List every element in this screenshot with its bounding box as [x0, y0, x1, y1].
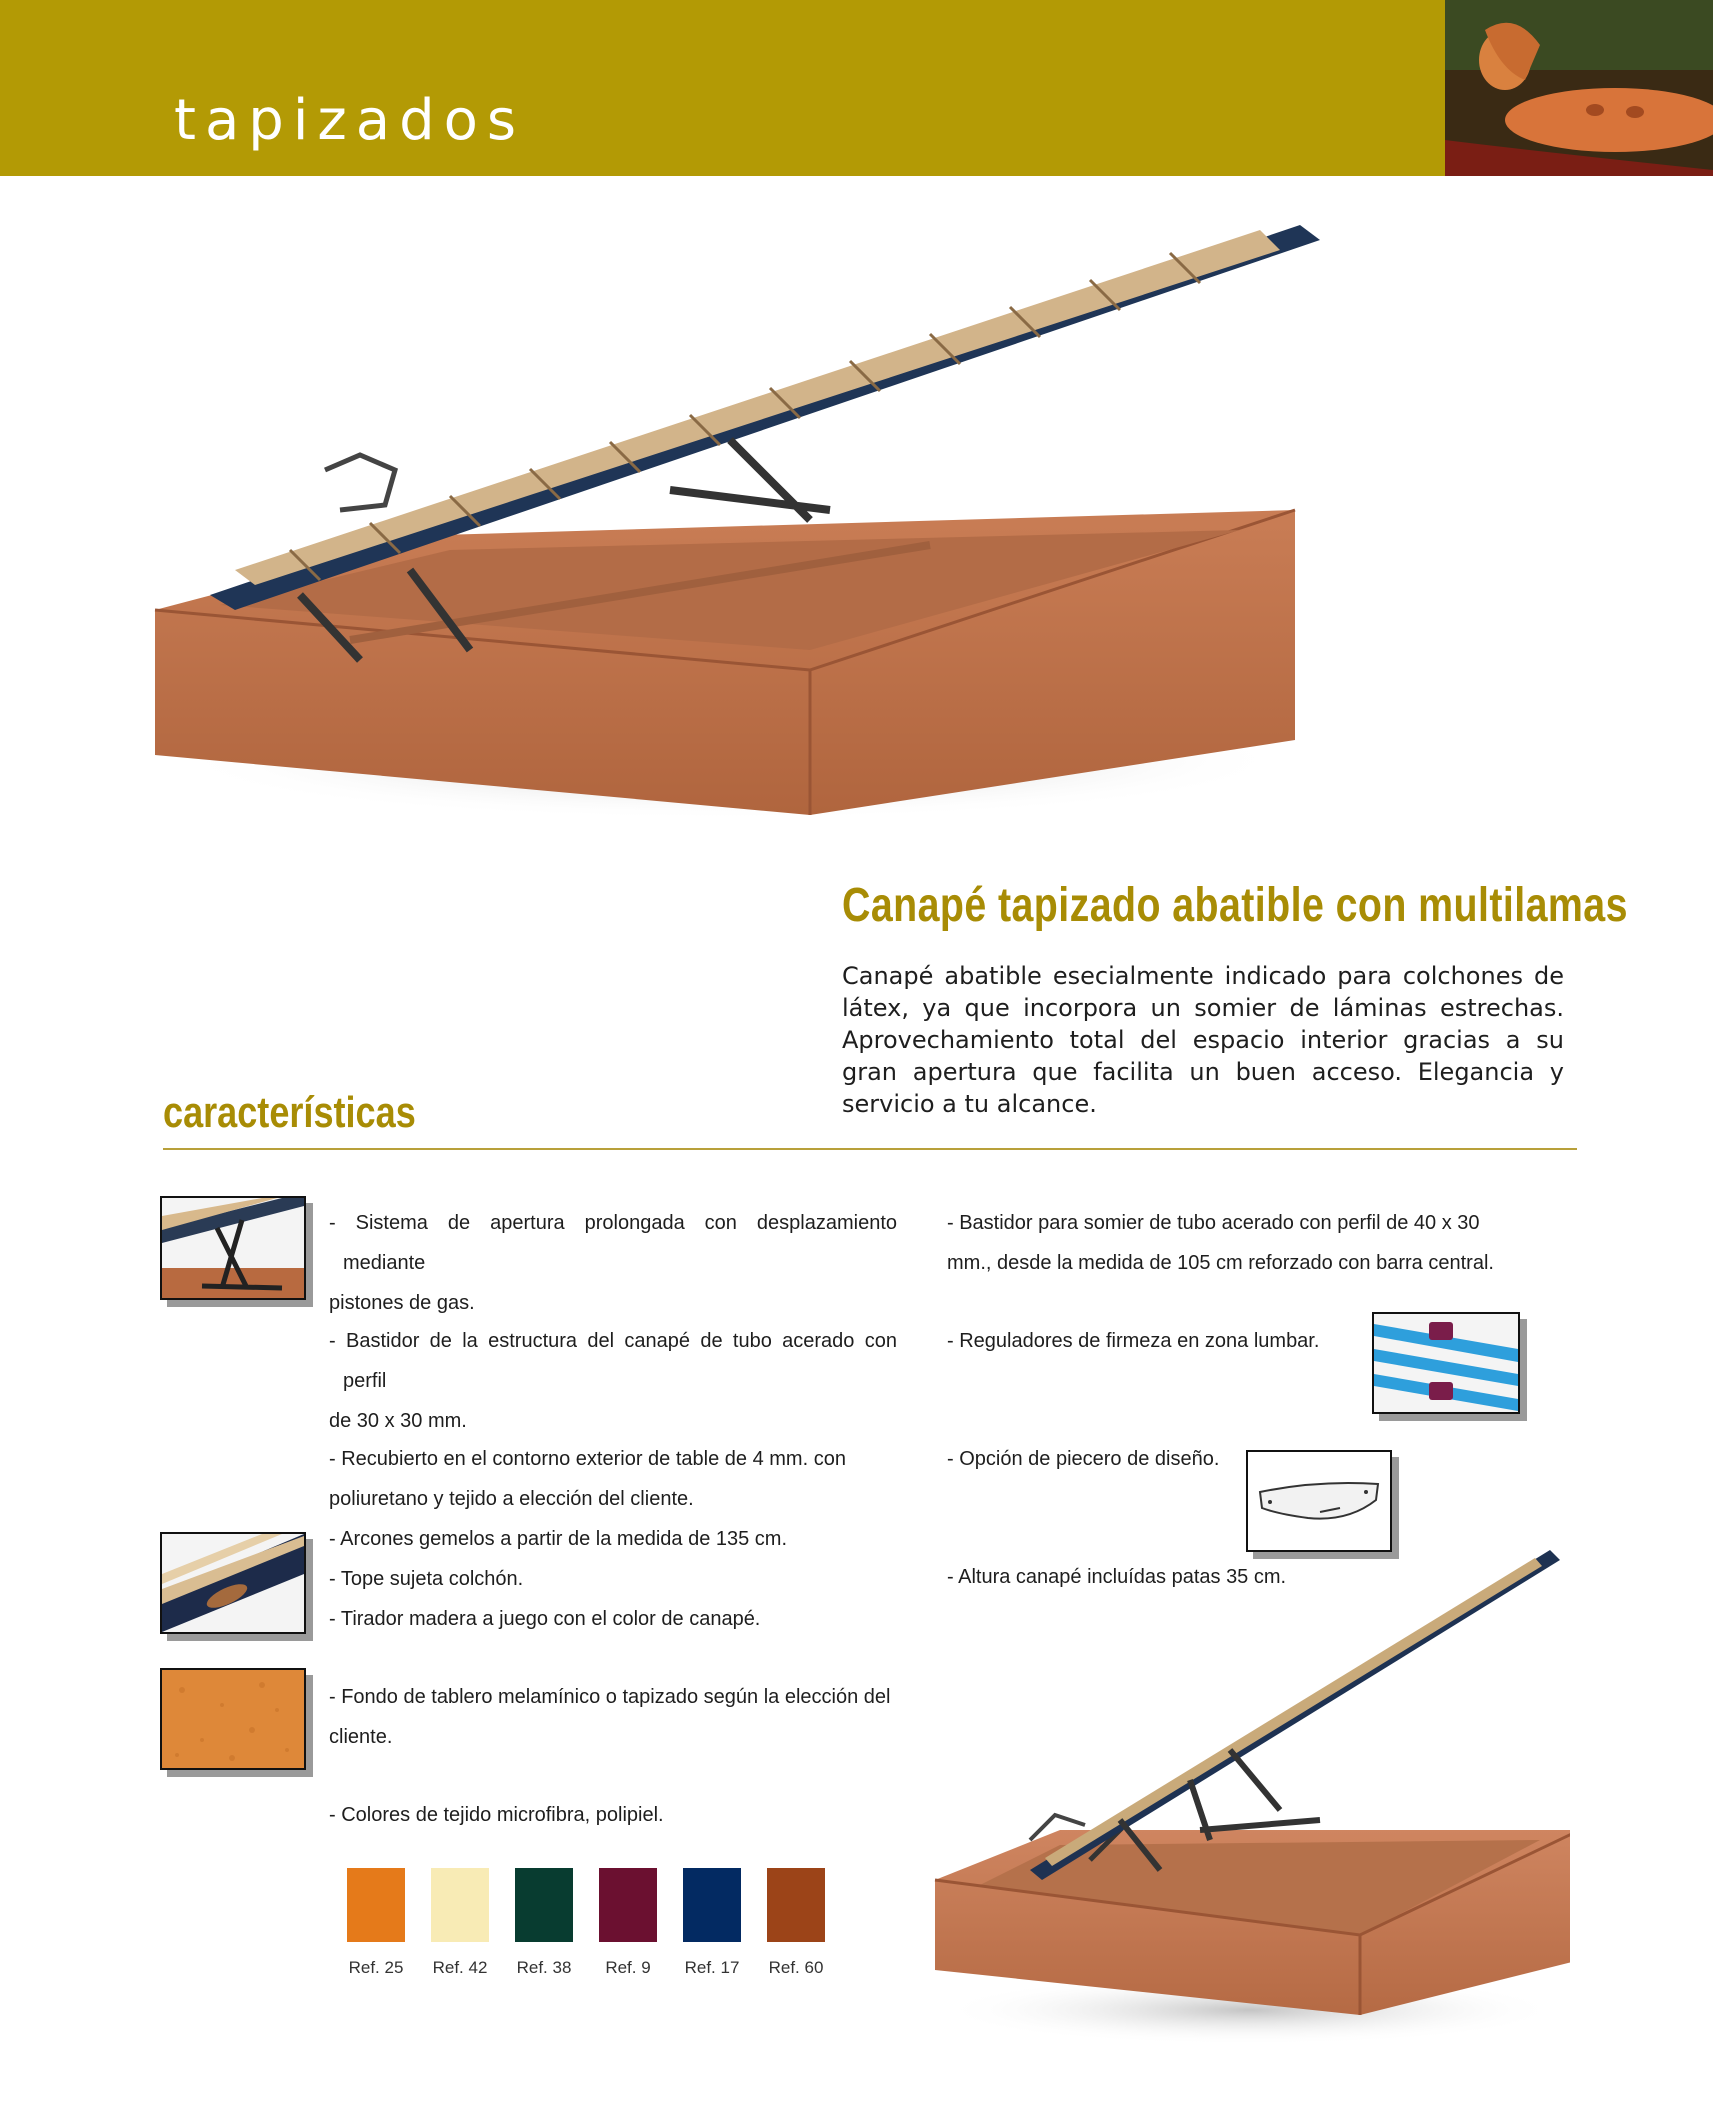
gas-piston-thumbnail — [160, 1196, 306, 1300]
feature-line: - Reguladores de firmeza en zona lumbar. — [947, 1330, 1320, 1352]
feature-line: - Colores de tejido microfibra, polipiel. — [329, 1804, 664, 1826]
swatch-label: Ref. 17 — [684, 1958, 740, 1977]
color-swatch-ref-38 — [515, 1868, 573, 1942]
feature-base-board — [329, 1677, 897, 1757]
feature-line: - Tope sujeta colchón. — [329, 1568, 524, 1590]
feature-line: - Arcones gemelos a partir de la medida de 135 cm. — [329, 1528, 788, 1550]
feature-slat-frame — [947, 1203, 1527, 1283]
swatch-label: Ref. 42 — [432, 1958, 488, 1977]
feature-line: - Bastidor para somier de tubo acerado con perfil de 40 x 30 — [947, 1212, 1480, 1234]
section-title: tapizados — [174, 88, 526, 153]
feature-line: - Sistema de apertura prolongada con desplazamiento mediante — [329, 1212, 897, 1274]
headboard-thumbnail — [1246, 1450, 1392, 1552]
lumbar-firmness-thumbnail — [1372, 1312, 1520, 1414]
feature-line: de 30 x 30 mm. — [329, 1410, 467, 1432]
canape-open-illustration — [920, 1540, 1570, 2060]
swatch-label: Ref. 60 — [768, 1958, 824, 1977]
product-title: Canapé tapizado abatible con multilamas — [842, 879, 1628, 932]
color-swatch-ref-42 — [431, 1868, 489, 1942]
feature-fabric-colors — [329, 1795, 897, 1835]
feature-line: mm., desde la medida de 105 cm reforzado con barra central. — [947, 1252, 1494, 1274]
feature-headboard — [947, 1439, 1237, 1479]
features-title: características — [163, 1088, 416, 1137]
color-swatch-ref-17 — [683, 1868, 741, 1942]
feature-line: cliente. — [329, 1726, 393, 1748]
feature-line: - Tirador madera a juego con el color de canapé. — [329, 1608, 761, 1630]
feature-line: pistones de gas. — [329, 1292, 475, 1314]
feature-line: poliuretano y tejido a elección del cliente. — [329, 1488, 694, 1510]
reclining-figure-illustration — [1445, 0, 1713, 176]
painting-image — [1445, 0, 1713, 176]
feature-line: - Fondo de tablero melamínico o tapizado según la elección del — [329, 1686, 891, 1708]
feature-gas-pistons — [329, 1203, 897, 1323]
feature-line: - Altura canapé incluídas patas 35 cm. — [947, 1566, 1287, 1588]
feature-lumbar — [947, 1321, 1347, 1361]
color-swatch-ref-9 — [599, 1868, 657, 1942]
swatch-label: Ref. 38 — [516, 1958, 572, 1977]
swatch-label: Ref. 25 — [348, 1958, 404, 1977]
feature-frame-structure — [329, 1321, 897, 1441]
product-description: Canapé abatible esecialmente indicado para colchones de látex, ya que incorpora un somier de láminas estrechas. Aprovechamiento total del espacio interior gracias a su gran apertura que facilita un buen acceso. Elegancia y servicio a tu alcance. — [842, 962, 1564, 1118]
feature-line: - Bastidor de la estructura del canapé de tubo acerado con perfil — [329, 1330, 897, 1392]
feature-line: - Recubierto en el contorno exterior de table de 4 mm. con — [329, 1448, 846, 1470]
mattress-stop-thumbnail — [160, 1532, 306, 1634]
melamine-base-thumbnail — [160, 1668, 306, 1770]
canape-hero-illustration — [110, 200, 1360, 850]
color-swatch-ref-25 — [347, 1868, 405, 1942]
color-swatch-ref-60 — [767, 1868, 825, 1942]
swatch-label: Ref. 9 — [605, 1958, 651, 1977]
feature-line: - Opción de piecero de diseño. — [947, 1448, 1220, 1470]
feature-covering — [329, 1439, 897, 1639]
divider-rule — [163, 1148, 1577, 1150]
